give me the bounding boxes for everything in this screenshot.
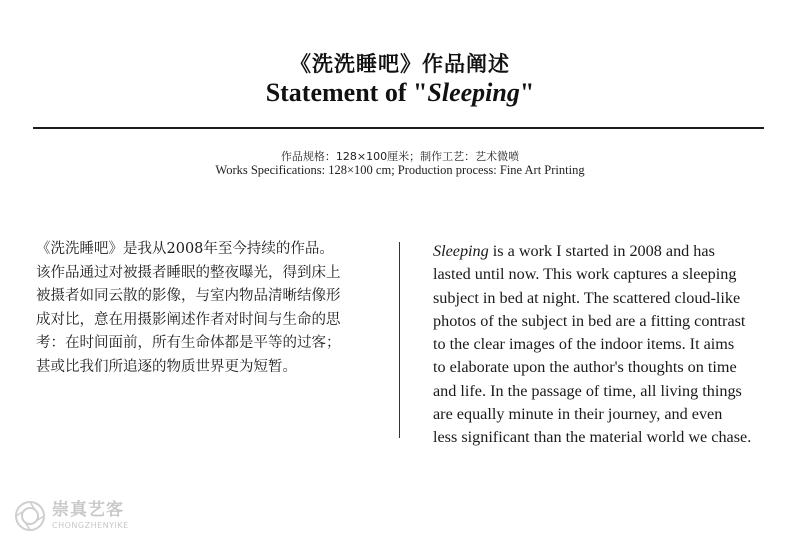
statement-english-line: subject in bed at night. The scattered cloud-like [433, 288, 741, 307]
title-english-italic: Sleeping [427, 78, 520, 107]
statement-english-line: less significant than the material world we chase. [433, 428, 752, 447]
statement-chinese-line: 甚或比我们所追逐的物质世界更为短暂。 [36, 358, 297, 375]
statement-chinese [36, 238, 376, 379]
statement-english [433, 240, 773, 450]
statement-english-line: to elaborate upon the author's thoughts on time [433, 358, 737, 377]
statement-chinese-line: 成对比，意在用摄影阐述作者对时间与生命的思 [36, 311, 341, 328]
title-english [0, 78, 800, 108]
statement-english-work-title: Sleeping [433, 242, 489, 260]
camera-lens-icon [14, 500, 46, 532]
watermark-text [52, 502, 129, 530]
statement-english-line: lasted until now. This work captures a sleeping [433, 265, 737, 284]
statement-english-line: photos of the subject in bed are a fitting contrast [433, 311, 746, 330]
statement-chinese-line: 考：在时间面前，所有生命体都是平等的过客； [36, 335, 341, 351]
statement-chinese-line: 该作品通过对被摄者睡眠的整夜曝光，得到床上 [36, 264, 341, 281]
statement-english-line [433, 240, 773, 263]
watermark-name: 崇真艺客 [52, 500, 124, 520]
title-english-suffix: " [519, 78, 535, 107]
watermark [14, 498, 129, 534]
statement-english-line: and life. In the passage of time, all living things [433, 381, 742, 400]
statement-english-line: to the clear images of the indoor items. It aims [433, 335, 735, 354]
title-english-prefix: Statement of " [265, 78, 428, 107]
specs-chinese: 作品规格：128×100厘米；制作工艺：艺术微喷 [280, 150, 520, 163]
statement-english-line: are equally minute in their journey, and even [433, 405, 723, 424]
specs-english: Works Specifications: 128×100 cm; Production process: Fine Art Printing [215, 163, 585, 177]
header-rule [33, 127, 764, 129]
statement-chinese-line: 《洗洗睡吧》是我从2008年至今持续的作品。 [36, 241, 334, 257]
column-divider [399, 242, 400, 438]
watermark-subtitle: CHONGZHENYIKE [52, 521, 129, 530]
statement-english-first-line: is a work I started in 2008 and has [488, 242, 715, 260]
title-chinese: 《洗洗睡吧》作品阐述 [290, 52, 510, 76]
statement-chinese-line: 被摄者如同云散的影像，与室内物品清晰结像形 [36, 288, 341, 304]
